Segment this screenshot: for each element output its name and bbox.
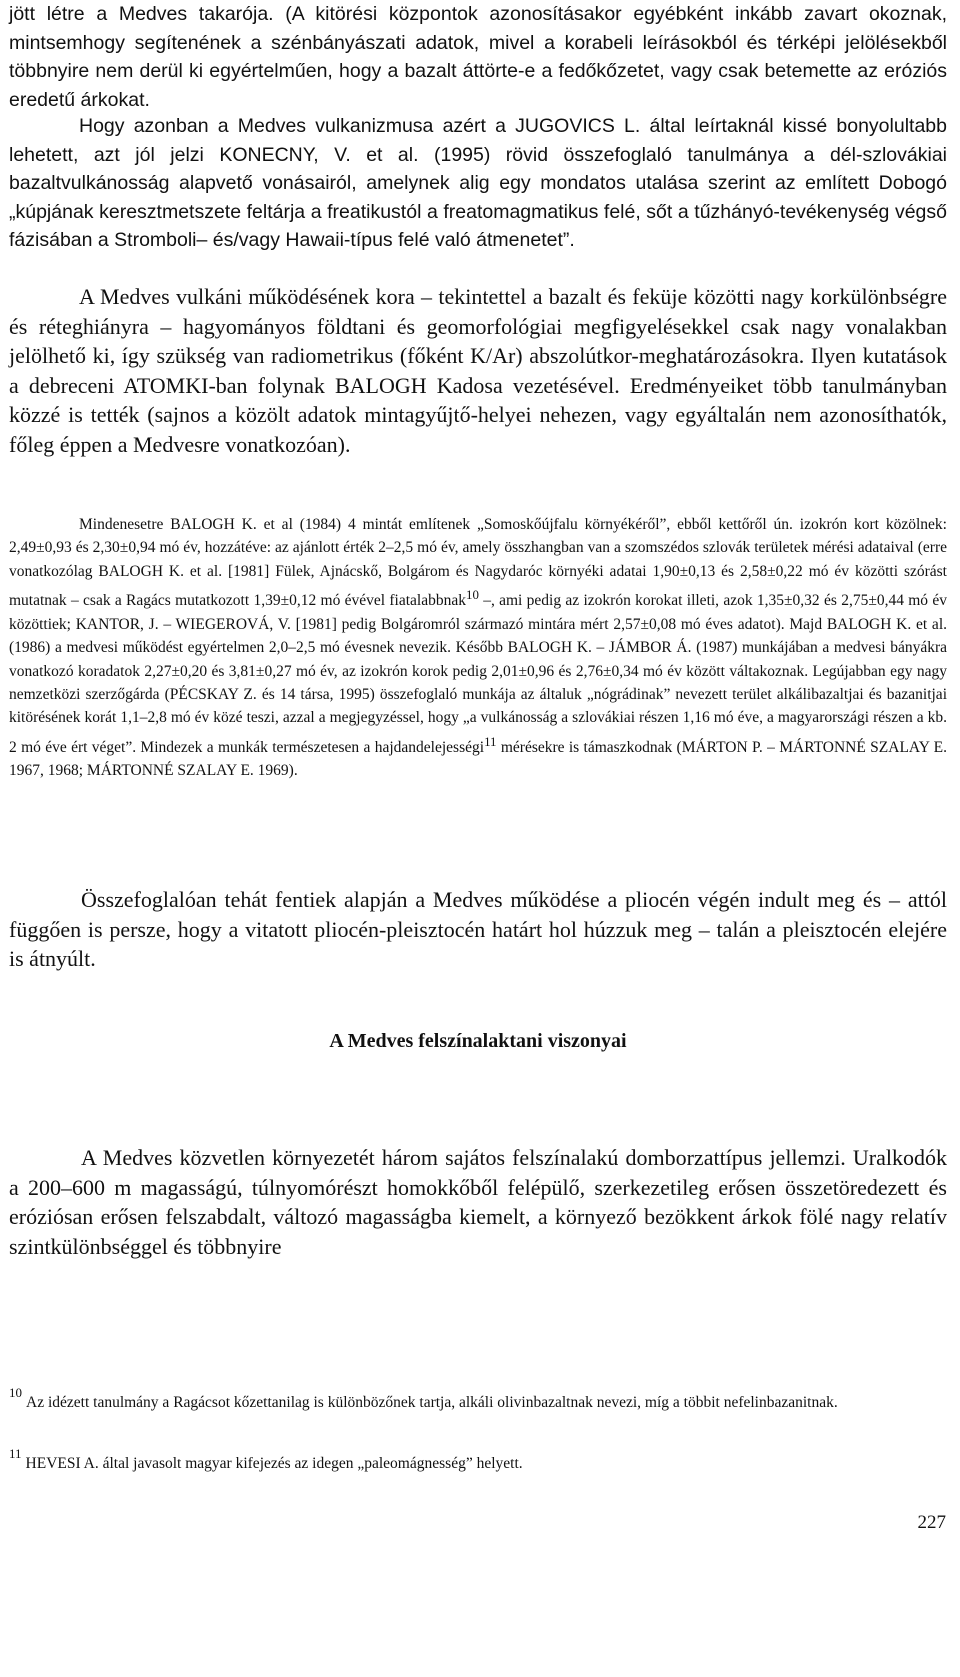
footnote-text: HEVESI A. által javasolt magyar kifejezés az idegen „paleomágnesség” helyett. <box>25 1455 523 1472</box>
small-print-part-3: mérésekre is támaszkodnak (MÁRTON P. – MÁRTONNÉ SZALAY E. 1967, 1968; MÁRTONNÉ SZALAY E. 1969). <box>9 738 947 780</box>
page-number: 227 <box>917 1512 946 1533</box>
small-print-paragraph <box>9 513 947 783</box>
footnote-text: Az idézett tanulmány a Ragácsot kőzettanilag is különbözőnek tartja, alkáli olivinbazaltnak nevezi, míg a többit nefelinbazanitnak. <box>26 1394 838 1411</box>
paragraph-2: Hogy azonban a Medves vulkanizmusa azért a JUGOVICS L. által leírtaknál kissé bonyolultabb lehetett, azt jól jelzi KONECNY, V. et al. (1995) rövid összefoglaló tanulmánya a dél-szlovákiai bazaltvulkánosság alapvető vonásairól, amelynek alig egy mondatos utalása szerint az említett Dobogó „kúpjának keresztmetszete feltárja a freatikustól a freatomagmatikus felé, sőt a tűzhányó-tevékenység végső fázisában a Stromboli– és/vagy Hawaii-típus felé való átmenetet”. <box>9 115 947 251</box>
small-print-part-2: –, ami pedig az izokrón korokat illeti, azok 1,35±0,32 és 2,75±0,44 mó év közöttiek; KANTOR, J. – WIEGEROVÁ, V. [1981] pedig Bolgáromról származó mintára mért 2,57±0,08 mó éves adatot). Majd BALOGH K. et al. (1986) a medvesi működést egyértelmen 2,0–2,5 mó évesnek nevezik. Később BALOGH K. – JÁMBOR Á. (1987) munkájában a medvesi bányákra vonatkozó koradatok 2,27±0,20 és 3,81±0,27 mó év, az izokrón korok pedig 2,01±0,96 és 2,76±0,34 mó év között váltakoznak. Legújabban egy nagy nemzetközi szerzőgárda (PÉCSKAY Z. és 14 társa, 1995) összefoglaló munkája az általuk „nógrádinak” nevezett terület alkálibazaltjai és bazanitjai kitörésének korát 1,1–2,8 mó év közé teszi, azzal a megjegyzéssel, hogy „a vulkánosság a szlovákiai részen 1,16 mó éve, a magyarországi részen a kb. 2 mó éve ért véget”. Mindezek a munkák természetesen a hajdandelejességi <box>9 592 947 756</box>
footnote-ref-11: 11 <box>484 733 497 749</box>
paragraph-3: A Medves vulkáni működésének kora – tekintettel a bazalt és feküje közötti nagy korkülönbségre és réteghiányra – hagyományos földtani és geomorfológiai megfigyelésekkel csak nagy vonalakban jelölhető ki, így szükség van radiometrikus (főként K/Ar) abszolútkor-meghatározásokra. Ilyen kutatások a debreceni ATOMKI-ban folynak BALOGH Kadosa vezetésével. Eredményeiket több tanulmányban közzé is tették (sajnos a közölt adatok mintagyűjtő-helyei nehezen, vagy egyáltalán nem azonosíthatók, főleg éppen a Medvesre vonatkozóan). <box>9 284 947 457</box>
footnote-11 <box>9 1446 947 1475</box>
paragraph-4: Összefoglalóan tehát fentiek alapján a Medves működése a pliocén végén indult meg és – attól függően is persze, hogy a vitatott pliocén-pleisztocén határt hol húzzuk meg – talán a pleisztocén elejére is átnyúlt. <box>9 887 947 971</box>
section-heading: A Medves felszínalaktani viszonyai <box>329 1030 627 1052</box>
small-print-part-1: Mindenesetre BALOGH K. et al (1984) 4 mintát említenek „Somoskőújfalu környékéről”, ebből kettőről ún. izokrón kort közölnek: 2,49±0,93 és 2,30±0,94 mó év, hozzátéve: az ajánlott érték 2–2,5 mó év, amely összhangban van a szomszédos szlovák területek mérési adataival (erre vonatkozólag BALOGH K. et al. [1981] Fülek, Ajnácskő, Bolgárom és Nagydaróc környéki adatai 1,90±0,13 és 2,58±0,22 mó év közötti szórást mutatnak – csak a Ragács mutatkozott 1,39±0,12 mó évével fiatalabbnak <box>9 516 947 610</box>
footnote-marker: 11 <box>9 1446 22 1461</box>
paragraph-5: A Medves közvetlen környezetét három sajátos felszínalakú domborzattípus jellemzi. Uralkodók a 200–600 m magasságú, túlnyomórészt homokkőből felépülő, szerkezetileg erősen összetöredezett és eróziósan erősen felszabdalt, változó magasságba kiemelt, a környező bezökkent árkok fölé nagy relatív szintkülönbséggel és többnyire <box>9 1145 947 1259</box>
paragraph-1: jött létre a Medves takarója. (A kitörési központok azonosításakor egyébként inkább zavart okoznak, mintsemhogy segítenének a szénbányászati adatok, mivel a korabeli leírásokból és térképi jelölésekből többnyire nem derül ki egyértelműen, hogy a bazalt áttörte-e a fedőkőzetet, vagy csak betemette az eróziós eredetű árkokat. <box>9 3 947 111</box>
footnote-10 <box>9 1385 947 1414</box>
footnote-marker: 10 <box>9 1385 22 1400</box>
footnote-ref-10: 10 <box>465 587 479 603</box>
